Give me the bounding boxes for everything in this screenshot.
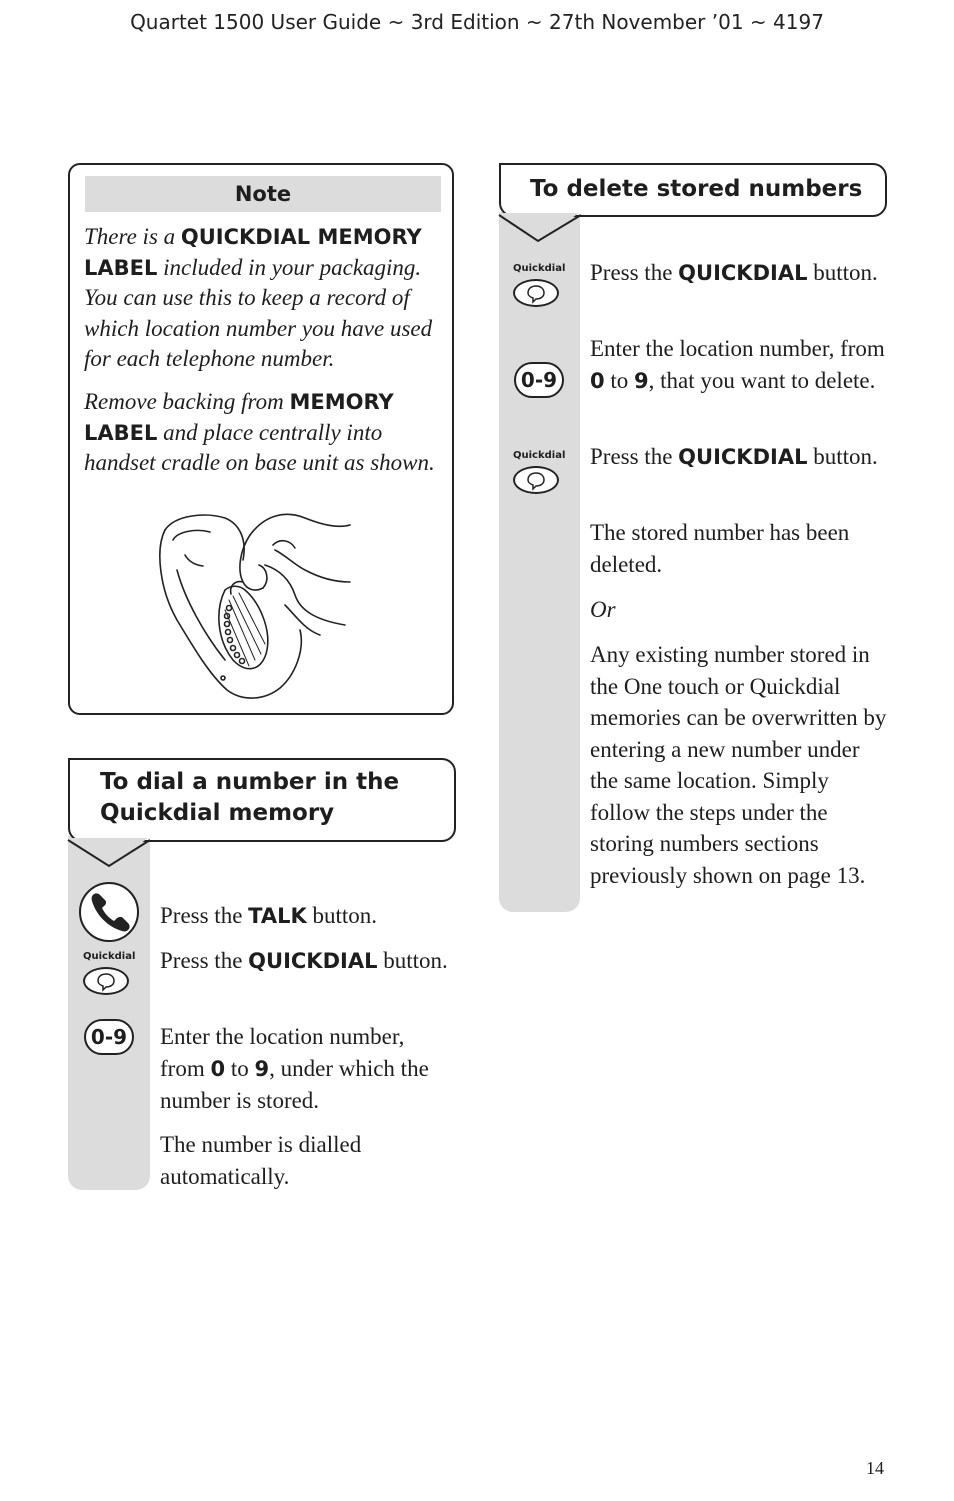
dial-section-header [68, 758, 456, 842]
delete-overwrite-text: Any existing number stored in the One touch or Quickdial memories can be overwritten by entering a new number under the same location. Simply follow the steps under the storing numbers sections previously shown on page 13. [590, 642, 887, 888]
dial-section-pointer [66, 838, 156, 870]
dial-step-2-text: Press the QUICKDIAL button. [160, 948, 448, 973]
quickdial-button-icon [513, 279, 559, 307]
delete-step-3-text: Press the QUICKDIAL button. [590, 444, 878, 469]
note-box [68, 163, 454, 715]
quickdial-button-icon [83, 967, 129, 995]
keypad-0-9-icon: 0-9 [514, 362, 564, 398]
delete-step-4-text: The stored number has been deleted. [590, 520, 850, 577]
memory-label-illustration [155, 510, 355, 705]
delete-section-pointer [497, 213, 587, 245]
dial-step-3-text: Enter the location number, from 0 to 9, under which the number is stored. [160, 1024, 429, 1113]
delete-step-2-text: Enter the location number, from 0 to 9, that you want to delete. [590, 336, 885, 393]
delete-section-header [499, 163, 887, 217]
keypad-0-9-icon: 0-9 [84, 1019, 134, 1055]
running-header: Quartet 1500 User Guide ~ 3rd Edition ~ 27th November ’01 ~ 4197 [130, 10, 824, 34]
delete-or-text: Or [590, 597, 616, 622]
delete-steps-strip [499, 212, 580, 912]
dial-section-title-line-1: To dial a number in the [100, 769, 400, 795]
dial-section-title-line-2: Quickdial memory [100, 800, 335, 826]
note-title: Note [85, 176, 441, 212]
talk-handset-icon [78, 881, 140, 943]
page-number: 14 [866, 1458, 884, 1478]
dial-step-4-text: The number is dialled automatically. [160, 1132, 362, 1189]
note-paragraph-1: There is a QUICKDIAL MEMORY LABEL included in your packaging. You can use this to keep a record of which location number you have used for each telephone number. [84, 224, 433, 371]
delete-step-1-text: Press the QUICKDIAL button. [590, 260, 878, 285]
dial-step-1-text: Press the TALK button. [160, 903, 378, 928]
quickdial-icon-label: Quickdial [513, 263, 566, 274]
note-paragraph-2: Remove backing from MEMORY LABEL and place centrally into handset cradle on base unit as shown. [84, 389, 435, 475]
quickdial-button-icon [513, 466, 559, 494]
delete-section-title: To delete stored numbers [530, 176, 863, 202]
quickdial-icon-label: Quickdial [83, 951, 136, 962]
quickdial-icon-label: Quickdial [513, 450, 566, 461]
